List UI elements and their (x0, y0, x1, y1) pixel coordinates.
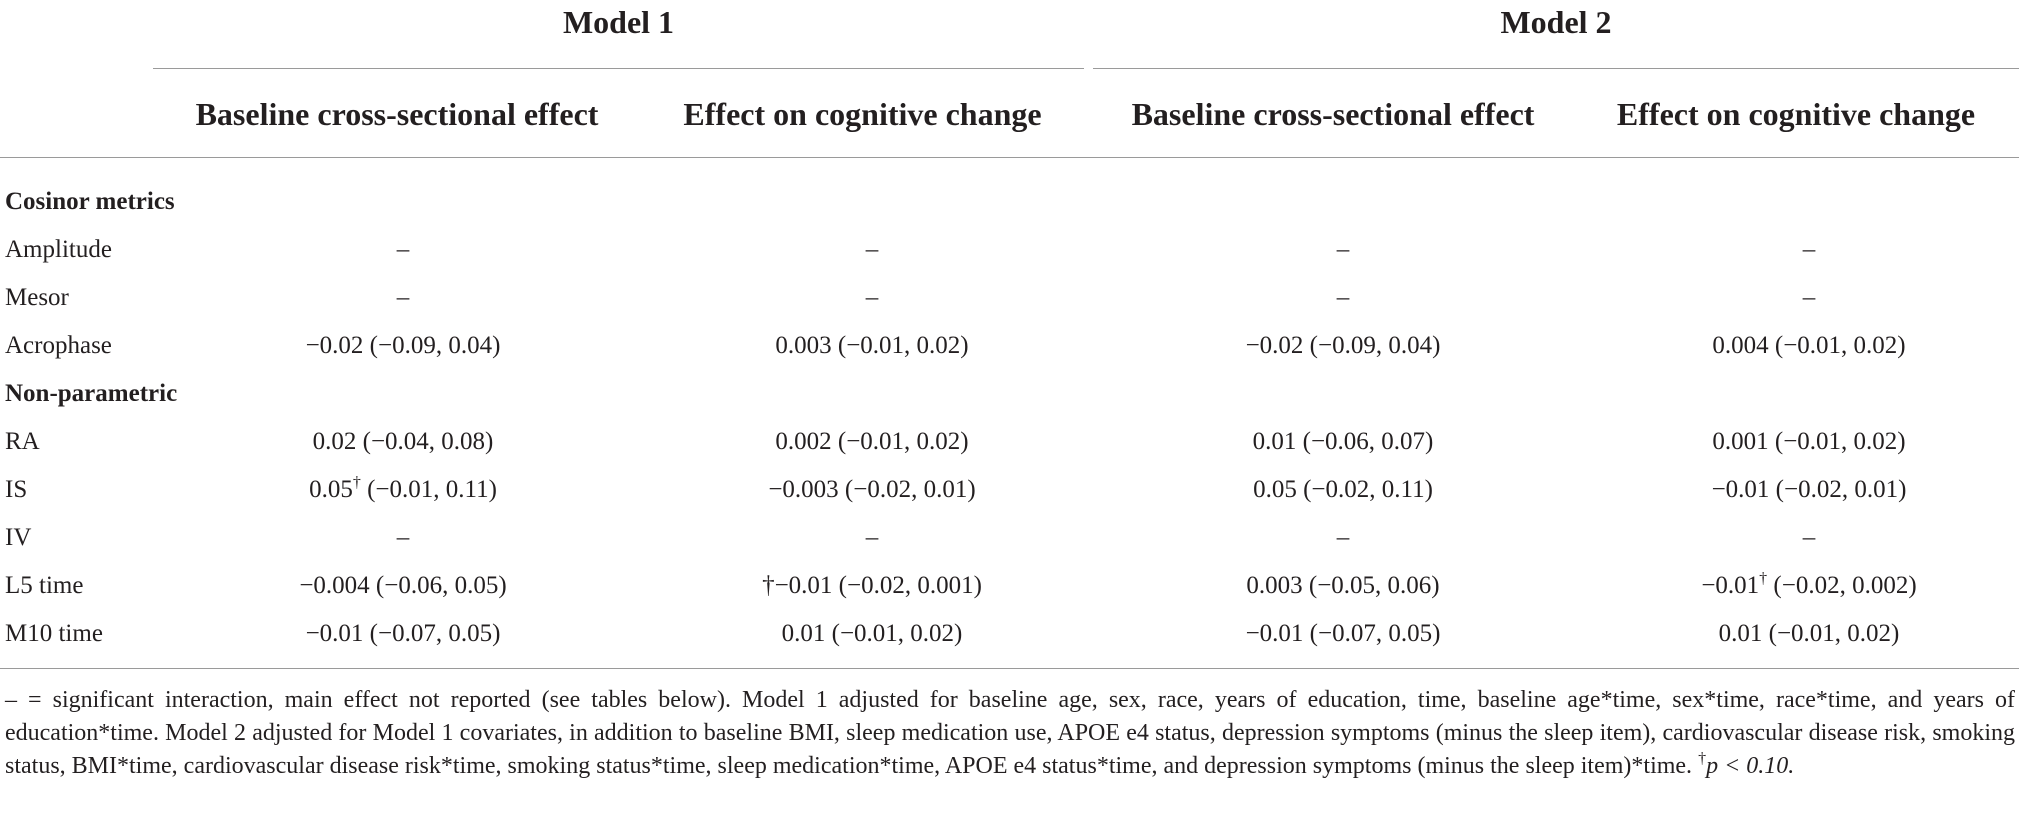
table-cell: −0.01 (−0.02, 0.01) (1711, 476, 1907, 503)
row-label: Mesor (5, 284, 69, 311)
table-cell: 0.003 (−0.01, 0.02) (775, 332, 969, 359)
table-row (0, 278, 2019, 318)
col-header-m2-change: Effect on cognitive change (1616, 96, 1976, 132)
bottom-rule (0, 668, 2019, 669)
table-cell: – (1336, 524, 1350, 551)
model-2-rule (1093, 68, 2019, 69)
cell-text: 0.05 (309, 476, 353, 503)
table-footnote (5, 684, 2015, 783)
table-cell: 0.02 (−0.04, 0.08) (312, 428, 494, 455)
table-row (0, 230, 2019, 270)
col-header-m2-baseline: Baseline cross-sectional effect (1131, 96, 1535, 132)
table-cell: 0.004 (−0.01, 0.02) (1712, 332, 1906, 359)
table-cell: – (1802, 284, 1816, 311)
model-1-header: Model 1 (562, 4, 675, 40)
model-1-rule (153, 68, 1084, 69)
table-cell: – (1802, 524, 1816, 551)
table-cell: – (396, 236, 410, 263)
dagger-marker: † (352, 474, 361, 491)
section-row (0, 182, 2019, 222)
col-header-m1-change: Effect on cognitive change (683, 96, 1042, 132)
footnote-significance: p < 0.10. (1706, 753, 1795, 779)
table-cell: – (396, 524, 410, 551)
table-row (0, 470, 2019, 510)
footnote-text: – = significant interaction, main effect not reported (see tables below). Model 1 adjusted for baseline age, sex, race, years of education, time, baseline age*time, sex*time, race*time, and years of education*time. Model 2 adjusted for Model 1 covariates, in addition to baseline BMI, sleep medication use, APOE e4 status, depression symptoms (minus the sleep item), cardiovascular disease risk, smoking status, BMI*time, cardiovascular disease risk*time, smoking status*time, sleep medication*time, APOE e4 status*time, and depression symptoms (minus the sleep item)*time. (5, 687, 2015, 779)
table-cell: – (1336, 284, 1350, 311)
table-cell (253, 470, 553, 510)
table-cell: −0.01 (−0.07, 0.05) (305, 620, 501, 647)
table-cell: – (396, 284, 410, 311)
col-header-m1-baseline: Baseline cross-sectional effect (195, 96, 599, 132)
table-cell: −0.02 (−0.09, 0.04) (1245, 332, 1441, 359)
row-label: Acrophase (5, 332, 112, 359)
table-cell (1659, 566, 1959, 606)
cell-text: (−0.02, 0.002) (1767, 572, 1917, 599)
row-label: L5 time (5, 572, 84, 599)
table-row (0, 614, 2019, 654)
row-label: Amplitude (5, 236, 112, 263)
table-cell: – (865, 524, 879, 551)
table-cell: 0.002 (−0.01, 0.02) (775, 428, 969, 455)
row-label: RA (5, 428, 40, 455)
table-row (0, 326, 2019, 366)
footnote-dagger: † (1698, 750, 1707, 767)
table-row (0, 566, 2019, 606)
table-cell: – (865, 284, 879, 311)
table-cell: −0.004 (−0.06, 0.05) (299, 572, 507, 599)
table-cell: −0.003 (−0.02, 0.01) (768, 476, 976, 503)
table-cell: – (865, 236, 879, 263)
row-label: IS (5, 476, 28, 503)
row-label: IV (5, 524, 32, 551)
dagger-marker: † (1759, 570, 1768, 587)
cell-text: −0.01 (1701, 572, 1760, 599)
table-cell: 0.05 (−0.02, 0.11) (1253, 476, 1433, 503)
table-cell: −0.01 (−0.07, 0.05) (1245, 620, 1441, 647)
table-cell: – (1336, 236, 1350, 263)
section-row (0, 374, 2019, 414)
table-cell: 0.01 (−0.01, 0.02) (1718, 620, 1900, 647)
table-cell: 0.003 (−0.05, 0.06) (1246, 572, 1440, 599)
table-cell: 0.01 (−0.06, 0.07) (1252, 428, 1434, 455)
table-cell: 0.01 (−0.01, 0.02) (781, 620, 963, 647)
table-cell: †−0.01 (−0.02, 0.001) (762, 572, 982, 599)
table-row (0, 518, 2019, 558)
model-2-header: Model 2 (1500, 4, 1612, 40)
table-cell: −0.02 (−0.09, 0.04) (305, 332, 501, 359)
section-label: Cosinor metrics (5, 188, 175, 215)
table-cell: – (1802, 236, 1816, 263)
cell-text: (−0.01, 0.11) (360, 476, 497, 503)
row-label: M10 time (5, 620, 103, 647)
table-row (0, 422, 2019, 462)
header-rule (0, 157, 2019, 158)
table-cell: 0.001 (−0.01, 0.02) (1712, 428, 1906, 455)
section-label: Non-parametric (5, 380, 178, 407)
